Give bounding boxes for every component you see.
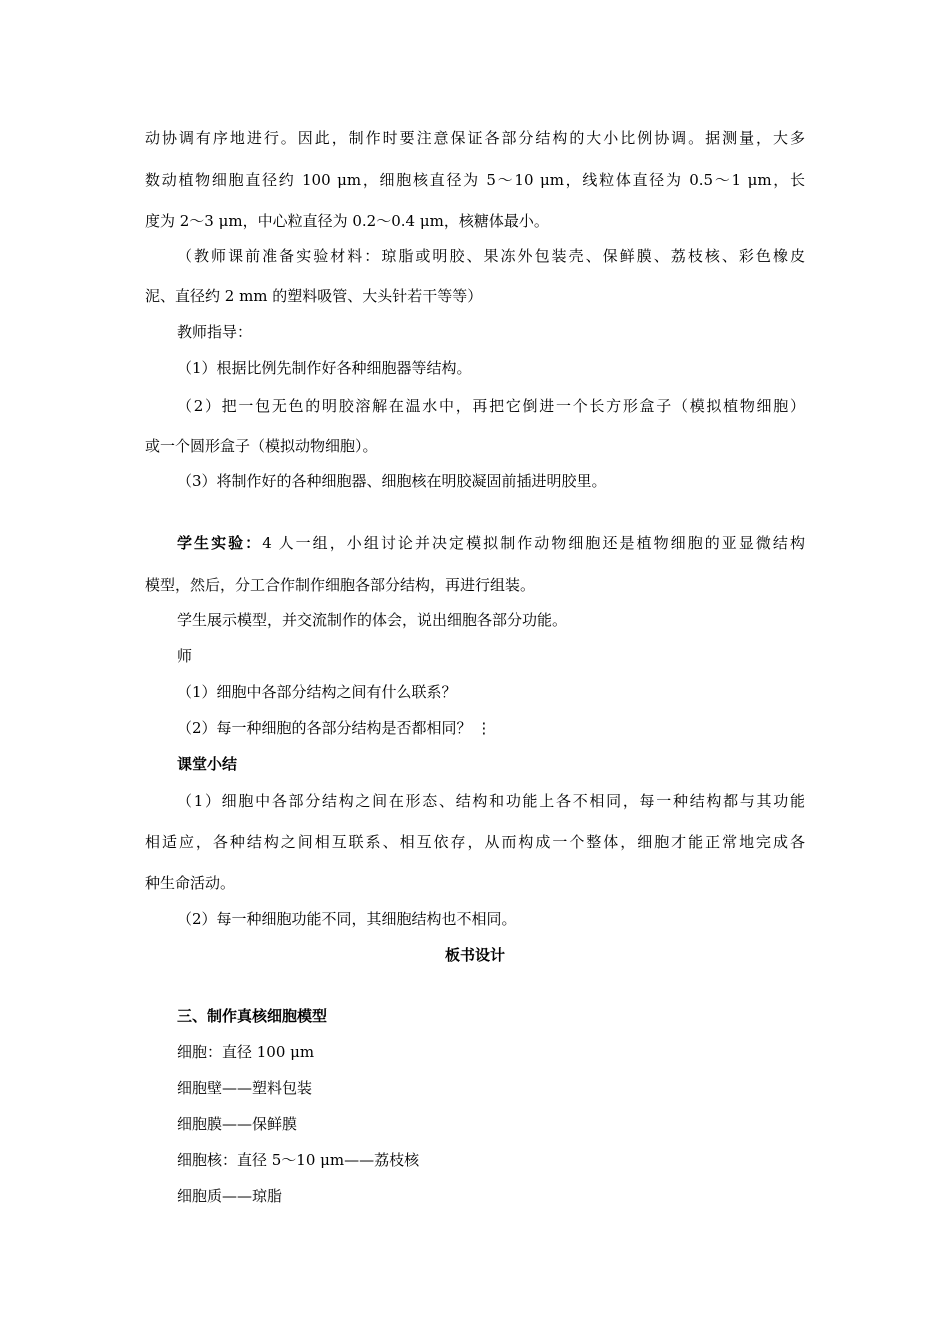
summary-p1-line-1: （1）细胞中各部分结构之间在形态、结构和功能上各不相同，每一种结构都与其功能 [177,792,805,810]
student-display: 学生展示模型，并交流制作的体会，说出细胞各部分功能。 [177,611,568,629]
teacher-guide-step-2-line-2: 或一个圆形盒子（模拟动物细胞）。 [145,437,378,455]
question-1: （1）细胞中各部分结构之间有什么联系？ [177,683,457,701]
student-experiment-text: 4 人一组，小组讨论并决定模拟制作动物细胞还是植物细胞的亚显微结构 [262,534,805,552]
student-experiment-line-2: 模型，然后，分工合作制作细胞各部分结构，再进行组装。 [145,576,536,594]
teacher-guide-step-3: （3）将制作好的各种细胞器、细胞核在明胶凝固前插进明胶里。 [177,472,607,490]
intro-line-3: 度为 2～3 μm，中心粒直径为 0.2～0.4 μm，核糖体最小。 [145,212,549,230]
teacher-guide-step-2-line-1: （2）把一包无色的明胶溶解在温水中，再把它倒进一个长方形盒子（模拟植物细胞） [177,397,805,415]
summary-p2: （2）每一种细胞功能不同，其细胞结构也不相同。 [177,910,517,928]
board-item-cell-wall: 细胞壁——塑料包装 [177,1079,313,1097]
board-title: 板书设计 [444,946,505,964]
teacher-label: 师 [177,647,193,665]
teacher-guide-step-1: （1）根据比例先制作好各种细胞器等结构。 [177,359,472,377]
teacher-guide-heading: 教师指导： [177,323,253,341]
board-heading: 三、制作真核细胞模型 [177,1007,328,1025]
summary-p1-line-2: 相适应，各种结构之间相互联系、相互依存，从而构成一个整体，细胞才能正常地完成各 [145,833,805,851]
board-item-cell-membrane: 细胞膜——保鲜膜 [177,1115,298,1133]
question-2: （2）每一种细胞的各部分结构是否都相同？ ⋮ [177,719,492,737]
summary-p1-line-3: 种生命活动。 [145,874,236,892]
board-item-nucleus: 细胞核：直径 5～10 μm——荔枝核 [177,1151,420,1169]
materials-line-2: 泥、直径约 2 mm 的塑料吸管、大头针若干等等） [145,287,483,305]
board-item-cell: 细胞：直径 100 μm [177,1043,315,1061]
materials-line-1: （教师课前准备实验材料：琼脂或明胶、果冻外包装壳、保鲜膜、荔枝核、彩色橡皮 [177,247,805,265]
student-experiment-label: 学生实验： [177,534,263,552]
summary-heading: 课堂小结 [177,755,238,773]
intro-line-1: 动协调有序地进行。因此，制作时要注意保证各部分结构的大小比例协调。据测量，大多 [145,129,805,147]
board-item-cytoplasm: 细胞质——琼脂 [177,1187,283,1205]
intro-line-2: 数动植物细胞直径约 100 μm，细胞核直径为 5～10 μm，线粒体直径为 0.5～1 μm，长 [145,171,805,189]
student-experiment-line-1 [177,533,805,553]
